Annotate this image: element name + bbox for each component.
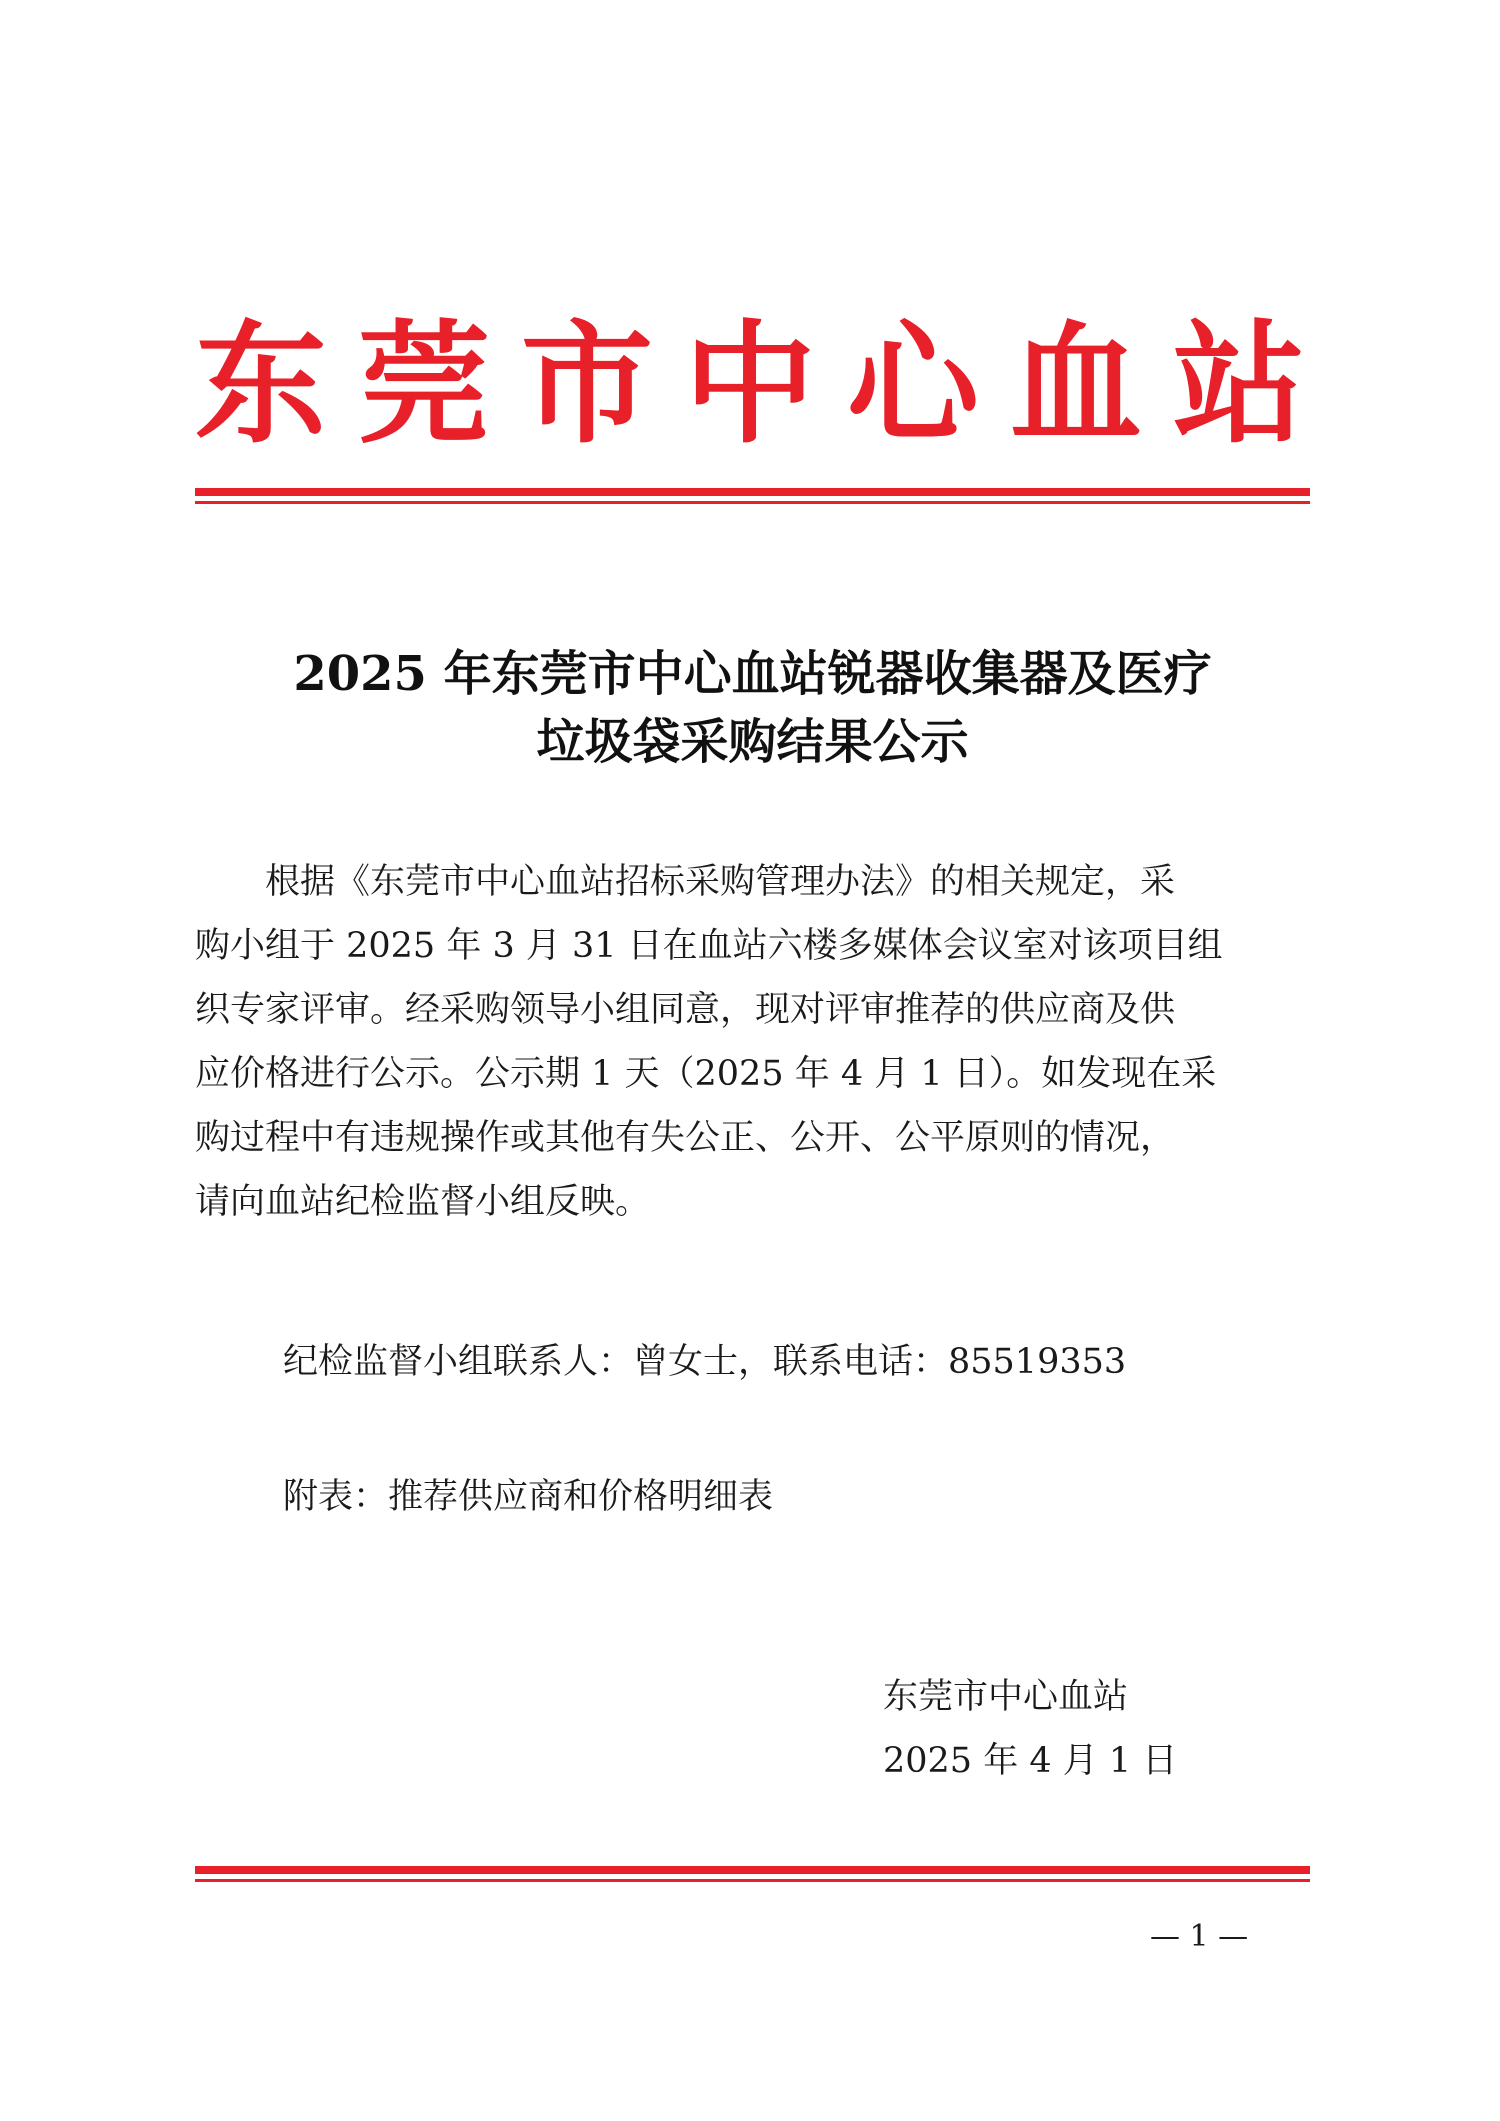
attachment-note xyxy=(283,1465,1398,1529)
divider-thick-line xyxy=(195,488,1310,496)
masthead-char: 莞 xyxy=(358,307,490,462)
body-line: 请向血站纪检监督小组反映。 xyxy=(195,1182,651,1222)
contact-text: 纪检监督小组联系人：曾女士，联系电话：85519353 xyxy=(283,1342,1127,1382)
body-line: 根据《东莞市中心血站招标采购管理办法》的相关规定，采 xyxy=(195,862,1176,902)
divider-thin-line xyxy=(195,501,1310,504)
masthead-char: 中 xyxy=(684,307,816,462)
divider-thick-line xyxy=(195,1866,1310,1874)
document-title-line-1: 2025 年东莞市中心血站锐器收集器及医疗 xyxy=(293,646,1212,702)
document-title xyxy=(195,640,1310,776)
body-line: 购小组于 2025 年 3 月 31 日在血站六楼多媒体会议室对该项目组 xyxy=(195,926,1223,966)
body-line: 织专家评审。经采购领导小组同意，现对评审推荐的供应商及供 xyxy=(195,990,1176,1030)
masthead-divider xyxy=(195,488,1310,504)
masthead-char: 血 xyxy=(1010,307,1142,462)
body-line: 应价格进行公示。公示期 1 天（2025 年 4 月 1 日）。如发现在采 xyxy=(195,1054,1217,1094)
divider-thin-line xyxy=(195,1879,1310,1882)
page-number: — 1 — xyxy=(1150,1919,1249,1954)
signature-block xyxy=(883,1665,1177,1793)
attachment-text: 附表：推荐供应商和价格明细表 xyxy=(283,1477,774,1517)
masthead-title xyxy=(195,300,1305,470)
body-paragraph xyxy=(195,850,1310,1234)
signature-org: 东莞市中心血站 xyxy=(883,1677,1129,1717)
footer-divider xyxy=(195,1866,1310,1882)
body-line: 购过程中有违规操作或其他有失公正、公开、公平原则的情况， xyxy=(195,1118,1176,1158)
document-title-line-2: 垃圾袋采购结果公示 xyxy=(536,714,969,770)
masthead-char: 市 xyxy=(521,307,653,462)
contact-info xyxy=(283,1330,1398,1394)
signature-date: 2025 年 4 月 1 日 xyxy=(883,1741,1178,1781)
masthead-char: 站 xyxy=(1173,307,1305,462)
masthead-char: 东 xyxy=(195,307,327,462)
masthead-char: 心 xyxy=(847,307,979,462)
